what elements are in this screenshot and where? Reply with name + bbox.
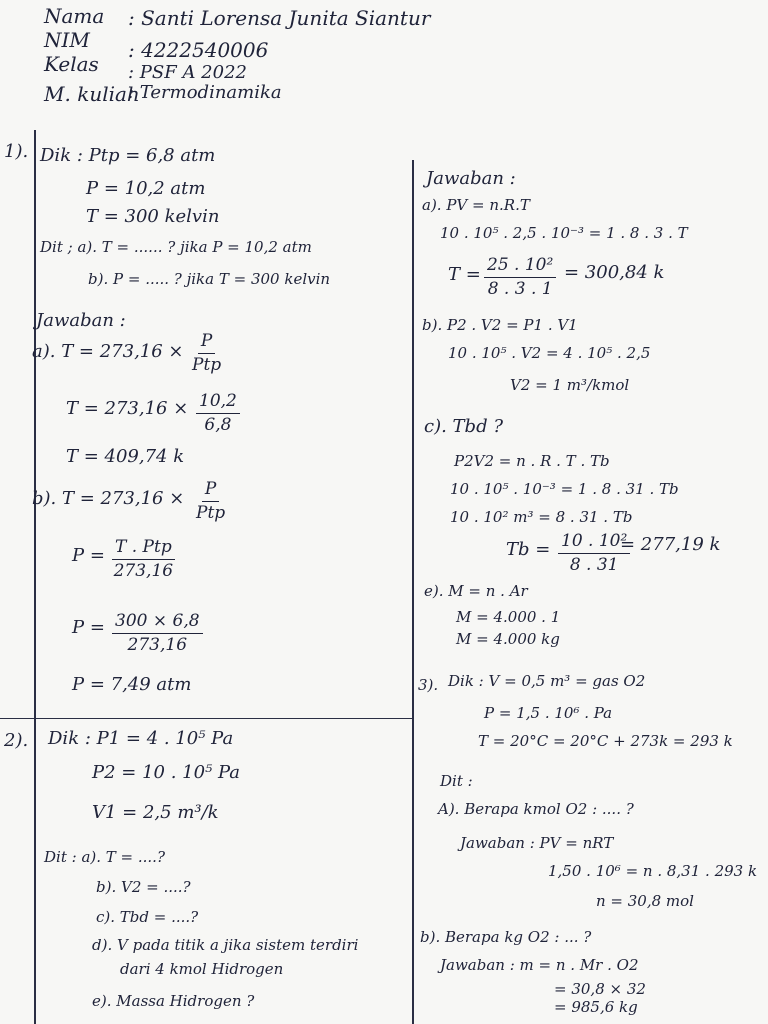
q2-e-line1: e). M = n . Ar [424,582,528,600]
q1-a-result: T = 409,74 k [66,446,185,467]
q2-c-line5: Tb = [506,539,551,560]
q2-c-line3: 10 . 10⁵ . 10⁻³ = 1 . 8 . 31 . Tb [450,480,679,498]
q1-dit-a: Dit ; a). T = ...... ? jika P = 10,2 atm [40,238,312,256]
q2-dik-v1: V1 = 2,5 m³/k [92,802,219,823]
q1-b-line3: P = [72,617,105,638]
q2-dit-d2: dari 4 kmol Hidrogen [120,960,284,978]
q3-a-line3: n = 30,8 mol [596,892,694,910]
q3-dik-v: Dik : V = 0,5 m³ = gas O2 [448,672,646,690]
q3-a-jawaban: Jawaban : PV = nRT [460,834,614,852]
q3-dik-t: T = 20°C = 20°C + 273k = 293 k [478,732,733,750]
q2-separator-line [0,718,412,719]
q2-e-line3: M = 4.000 kg [456,630,560,648]
q2-a-fraction: $\frac{\text{25 . 10²}}{8 . 3 . 1}$ [484,256,556,298]
q2-c-line2: P2V2 = n . R . T . Tb [454,452,610,470]
q2-c-line4: 10 . 10² m³ = 8 . 31 . Tb [450,508,633,526]
q3-dik-p: P = 1,5 . 10⁶ . Pa [484,704,613,722]
q2-dik-p1: Dik : P1 = 4 . 10⁵ Pa [48,728,234,749]
q2-number: 2). [4,730,29,751]
q2-dit-c: c). Tbd = ....? [96,908,199,926]
kelas-value: : PSF A 2022 [128,62,247,83]
q1-b-fraction3: $\frac{300 \times 6,8}{273,16}$ [112,612,203,654]
q2-dit-a: Dit : a). T = ....? [44,848,165,866]
q2-a-line1: a). PV = n.R.T [422,196,530,214]
column-divider-line [412,160,414,1024]
q2-dik-p2: P2 = 10 . 10⁵ Pa [92,762,241,783]
q3-b-question: b). Berapa kg O2 : ... ? [420,928,592,946]
q1-b-line2: P = [72,545,105,566]
q2-a-result: = 300,84 k [564,262,665,283]
q1-dik-ptp: Dik : Ptp = 6,8 atm [40,145,216,166]
q3-a-line2: 1,50 . 10⁶ = n . 8,31 . 293 k [548,862,758,880]
nama-value: : Santi Lorensa Junita Siantur [128,6,431,30]
q2-dit-e: e). Massa Hidrogen ? [92,992,255,1010]
q2-c-line1: c). Tbd ? [424,416,503,437]
q1-b-fraction1: P Ptp [196,479,226,523]
q1-a-fraction1: P Ptp [192,331,222,375]
q3-b-jawaban: Jawaban : m = n . Mr . O2 [440,956,639,974]
q2-a-line3: T = [448,264,481,285]
q3-a-question: A). Berapa kmol O2 : .... ? [438,800,634,818]
nim-value: : 4222540006 [128,38,269,62]
q1-a-fraction2: $\frac{10,2}{6,8}$ [196,392,240,434]
q3-number: 3). [418,676,439,694]
q2-c-result: = 277,19 k [620,534,721,555]
q1-dit-b: b). P = ..... ? jika T = 300 kelvin [88,270,331,288]
q2-e-line2: M = 4.000 . 1 [456,608,561,626]
q3-b-line3: = 985,6 kg [554,998,638,1016]
q1-a-line1: a). T = 273,16 × [32,341,184,362]
q1-jawaban: Jawaban : [36,310,126,331]
q2-b-line1: b). P2 . V2 = P1 . V1 [422,316,578,334]
q1-b-fraction2: T . Ptp 273,16 [113,537,174,581]
q1-number: 1). [4,141,29,162]
q2-b-line2: 10 . 10⁵ . V2 = 4 . 10⁵ . 2,5 [448,344,651,362]
q2-dit-d1: d). V pada titik a jika sistem terdiri [92,936,359,954]
q3-dit: Dit : [440,772,473,790]
q2-a-line2: 10 . 10⁵ . 2,5 . 10⁻³ = 1 . 8 . 3 . T [440,224,688,242]
q2-b-line3: V2 = 1 m³/kmol [510,376,630,394]
q1-a-line2: T = 273,16 × [66,398,189,419]
q1-dik-p: P = 10,2 atm [86,178,206,199]
q1-dik-t: T = 300 kelvin [86,206,220,227]
q2-jawaban: Jawaban : [426,168,516,189]
q1-b-line1: b). T = 273,16 × [32,488,185,509]
q3-b-line2: = 30,8 × 32 [554,980,646,998]
nama-label: Nama [44,4,105,28]
q1-b-result: P = 7,49 atm [72,674,192,695]
nim-label: NIM [44,28,90,52]
mk-label: M. kuliah [44,82,140,106]
mk-value: : Termodinamika [128,82,282,103]
kelas-label: Kelas [44,52,99,76]
q2-dit-b: b). V2 = ....? [96,878,191,896]
left-margin-line [34,130,36,1024]
q2-c-fraction: $\frac{\text{10 . 10²}}{8 . 31}$ [558,532,630,574]
